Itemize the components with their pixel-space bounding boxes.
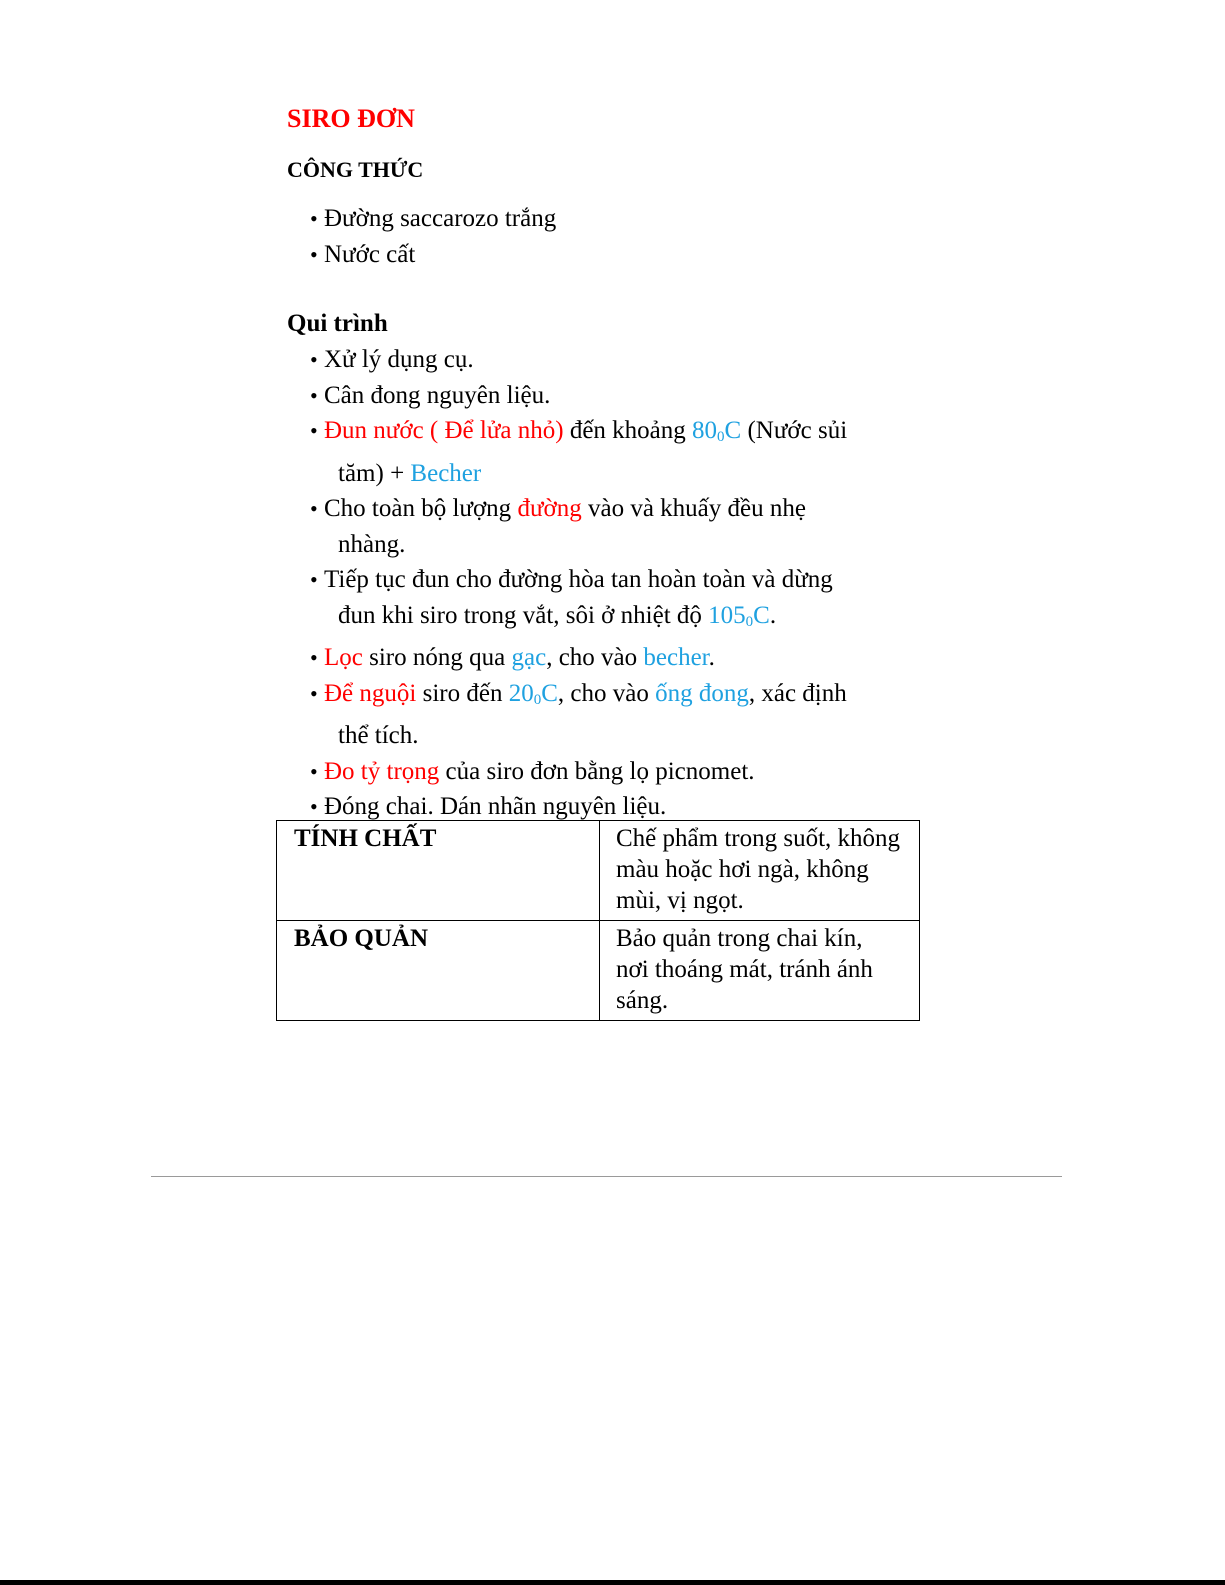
list-item: • Đun nước ( Để lửa nhỏ) đến khoảng $80_0C$ (Nước sủi tăm) + Becher [312, 413, 902, 491]
process-heading: Qui trình [287, 310, 388, 337]
list-item: • Đường saccarozo trắng [312, 201, 902, 237]
table-value-cell: Bảo quản trong chai kín, nơi thoáng mát, tránh ánh sáng. [600, 921, 920, 1021]
table-value-cell: Chế phẩm trong suốt, không màu hoặc hơi ngà, không mùi, vị ngọt. [600, 821, 920, 921]
list-item: • Để nguội siro đến $20_0C$, cho vào ống đong, xác định thể tích. [312, 676, 902, 754]
list-item: • Cân đong nguyên liệu. [312, 378, 902, 414]
process-list [312, 342, 902, 825]
table-key-cell: BẢO QUẢN [277, 921, 600, 1021]
table-row [277, 921, 920, 1021]
bullet-icon: • [310, 241, 318, 267]
page-title: SIRO ĐƠN [287, 104, 415, 133]
bullet-icon: • [310, 382, 318, 408]
list-item: • Nước cất [312, 237, 902, 273]
bullet-icon: • [310, 206, 318, 231]
list-item: • Đóng chai. Dán nhãn nguyên liệu. [312, 789, 902, 825]
formula-heading: CÔNG THỨC [287, 157, 424, 182]
list-item: • Lọc siro nóng qua gạc, cho vào becher. [312, 640, 902, 676]
bullet-icon: • [310, 758, 318, 784]
bullet-icon: • [310, 567, 318, 592]
bullet-icon: • [310, 496, 318, 521]
bullet-icon: • [310, 645, 318, 670]
table-key-cell: TÍNH CHẤT [277, 821, 600, 921]
list-item: • Tiếp tục đun cho đường hòa tan hoàn toàn và dừng đun khi siro trong vắt, sôi ở nhiệt độ $105_0C$. [312, 562, 902, 640]
bullet-icon: • [310, 418, 318, 443]
list-item: • Xử lý dụng cụ. [312, 342, 902, 378]
page-bottom-border [0, 1580, 1225, 1585]
bullet-icon: • [310, 680, 318, 706]
properties-table [276, 820, 920, 1021]
table-row [277, 821, 920, 921]
bullet-icon: • [310, 794, 318, 819]
list-item: • Cho toàn bộ lượng đường vào và khuấy đều nhẹ nhàng. [312, 491, 902, 562]
bullet-icon: • [310, 347, 318, 372]
page-separator [151, 1176, 1062, 1177]
list-item: • Đo tỷ trọng của siro đơn bằng lọ picnomet. [312, 754, 902, 790]
formula-list [312, 201, 902, 272]
